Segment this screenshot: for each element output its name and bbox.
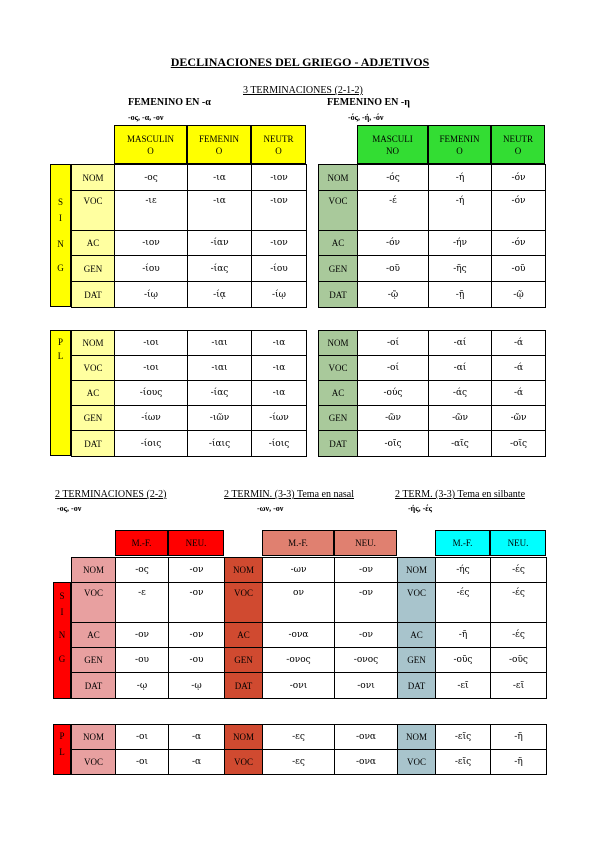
ending-cell: -οι [116,725,169,750]
ending-cell: -ῆ [436,623,491,648]
side-letter: S [59,591,65,601]
ending-cell: -άς [429,381,492,406]
ending-cell: -α [169,750,225,775]
a-header-mf: M.-F. [115,530,168,556]
case-label: VOC [72,750,116,775]
case-label: NOM [319,331,358,356]
ending-cell: -ές [491,583,547,623]
case-label: VOC [72,191,115,231]
case-label: AC [72,623,116,648]
ending-cell: -ίῳ [252,282,307,308]
ending-cell: -ῶν [358,406,429,431]
case-label: NOM [398,558,436,583]
ending-cell: -αῖς [429,431,492,457]
case-label: NOM [72,725,116,750]
two-term-b-subtitle: 2 TERMIN. (3-3) Tema en nasal [224,489,355,500]
ending-cell: -ίαις [188,431,252,457]
ending-cell: -οῖς [358,431,429,457]
two-term-b-endings: -ων, -ον [257,504,284,513]
a-header-neu: NEU. [168,530,224,556]
ending-cell: -ά [492,356,546,381]
ending-cell: -ές [491,623,547,648]
ending-cell: -ου [116,648,169,673]
side-letter: G [58,654,66,664]
ending-cell: -ον [169,583,225,623]
ending-cell: -ιοι [115,356,188,381]
ending-cell: -όν [492,191,546,231]
ending-cell: -εῖς [436,750,491,775]
side-letter: L [57,351,64,361]
two-term-a-endings: -ος, -ον [57,504,82,513]
case-label: AC [225,623,263,648]
case-label: VOC [225,750,263,775]
case-label: AC [319,381,358,406]
case-label: DAT [319,282,358,308]
case-label: NOM [225,558,263,583]
ending-cell: -όν [492,165,546,191]
case-label: NOM [398,725,436,750]
case-label: DAT [72,673,116,699]
ending-cell: -ίων [115,406,188,431]
side-letter: I [59,213,62,223]
case-label: NOM [225,725,263,750]
ending-cell: -ον [169,623,225,648]
ending-cell: -ῷ [358,282,429,308]
ending-cell: -οῦς [491,648,547,673]
case-label: AC [72,381,115,406]
right-header-masc: MASCULI NO [357,125,428,164]
ending-cell: -εῖ [436,673,491,699]
ending-cell: -ον [169,558,225,583]
ending-cell: -ῶν [429,406,492,431]
ending-cell: -ά [492,381,546,406]
ending-cell: -εῖς [436,725,491,750]
ending-cell: -ονα [335,725,398,750]
ending-cell: -ῆς [429,256,492,282]
ending-cell: -ιαι [188,356,252,381]
left-header-neut: NEUTR O [251,125,306,164]
left-endings: -ος, -α, -ον [128,113,164,122]
ending-cell: -οῦ [358,256,429,282]
left-plural-table [71,330,307,457]
ending-cell: -όν [358,231,429,256]
ending-cell: -ίου [115,256,188,282]
ending-cell: -ίᾳ [188,282,252,308]
left-singular-table [71,164,307,308]
ending-cell: -ια [188,165,252,191]
ending-cell: -ίαν [188,231,252,256]
case-label: AC [72,231,115,256]
case-label: VOC [319,191,358,231]
ending-cell: -α [169,725,225,750]
case-label: DAT [225,673,263,699]
plur-side-block [50,330,71,456]
case-label: AC [319,231,358,256]
two-term-a-subtitle: 2 TERMINACIONES (2-2) [55,489,167,500]
case-label: NOM [72,331,115,356]
case-label: GEN [225,648,263,673]
ending-cell: -ες [263,750,335,775]
side-letter: I [60,607,64,617]
ending-cell: -ῶν [492,406,546,431]
case-label: DAT [319,431,358,457]
ending-cell: -ιον [252,231,307,256]
side-letter: P [59,731,65,741]
c-header-mf: M.-F. [435,530,490,556]
right-singular-table [318,164,546,308]
two-term-singular-table [71,557,547,699]
ending-cell: -ον [335,583,398,623]
case-label: DAT [72,282,115,308]
ending-cell: -ήν [429,231,492,256]
three-term-subtitle: 3 TERMINACIONES (2-1-2) [243,85,363,96]
ending-cell: -ιε [115,191,188,231]
ending-cell: -οι [116,750,169,775]
right-header-fem: FEMENIN O [428,125,491,164]
ending-cell: -ιαι [188,331,252,356]
left-heading: FEMENINO EN -α [128,97,211,108]
ending-cell: -εῖ [491,673,547,699]
ending-cell: -ια [252,331,307,356]
ending-cell: -οῦ [492,256,546,282]
side-letter: P [57,337,63,347]
case-label: NOM [72,165,115,191]
ending-cell: -ονα [263,623,335,648]
side-letter: N [57,239,64,249]
sing-side-block [50,164,71,307]
ending-cell: -ές [491,558,547,583]
side-letter: G [57,263,64,273]
ending-cell: -ῆ [491,750,547,775]
ending-cell: -οί [358,356,429,381]
ending-cell: -ιον [252,165,307,191]
ending-cell: -ον [116,623,169,648]
ending-cell: -ος [115,165,188,191]
ending-cell: -ια [252,356,307,381]
case-label: VOC [398,750,436,775]
plur2-side-block [53,724,71,775]
ending-cell: -ονι [335,673,398,699]
case-label: GEN [319,406,358,431]
ending-cell: -ος [116,558,169,583]
case-label: NOM [319,165,358,191]
case-label: GEN [72,256,115,282]
two-term-c-endings: -ής, -ές [408,504,433,513]
right-endings: -ός, -ή, -όν [348,113,384,122]
ending-cell: -ίου [252,256,307,282]
ending-cell: -ῇ [429,282,492,308]
ending-cell: -ής [436,558,491,583]
right-header-neut: NEUTR O [491,125,545,164]
ending-cell: -ίας [188,256,252,282]
ending-cell: -ον [335,623,398,648]
ending-cell: -οί [358,331,429,356]
case-label: VOC [319,356,358,381]
ending-cell: -ονι [263,673,335,699]
case-label: NOM [72,558,116,583]
ending-cell: -ίας [188,381,252,406]
ending-cell: -ή [429,191,492,231]
ending-cell: -ῳ [116,673,169,699]
side-letter: L [59,747,65,757]
case-label: VOC [398,583,436,623]
ending-cell: -ου [169,648,225,673]
right-plural-table [318,330,546,457]
ending-cell: -ίοις [252,431,307,457]
ending-cell: -ονος [335,648,398,673]
left-header-fem: FEMENIN O [187,125,251,164]
case-label: AC [398,623,436,648]
b-header-mf: M.-F. [262,530,334,556]
ending-cell: -ός [358,165,429,191]
two-term-plural-table [71,724,547,775]
page-title: DECLINACIONES DEL GRIEGO - ADJETIVOS [170,55,430,69]
case-label: GEN [72,648,116,673]
sing2-side-block [53,582,71,699]
ending-cell: -αί [429,356,492,381]
ending-cell: -ίοις [115,431,188,457]
ending-cell: -ε [116,583,169,623]
ending-cell: -ια [188,191,252,231]
ending-cell: -έ [358,191,429,231]
case-label: GEN [398,648,436,673]
ending-cell: -ες [263,725,335,750]
ending-cell: -ιον [252,191,307,231]
left-header-masc: MASCULIN O [114,125,187,164]
right-heading: FEMENINO EN -η [327,97,410,108]
ending-cell: -ῳ [169,673,225,699]
ending-cell: -ων [263,558,335,583]
ending-cell: -ονος [263,648,335,673]
b-header-neu: NEU. [334,530,397,556]
ending-cell: -ιοι [115,331,188,356]
ending-cell: -ίῳ [115,282,188,308]
case-label: GEN [72,406,115,431]
ending-cell: -ούς [358,381,429,406]
ending-cell: -ονα [335,750,398,775]
ending-cell: -ῷ [492,282,546,308]
ending-cell: -ίων [252,406,307,431]
ending-cell: -όν [492,231,546,256]
ending-cell: -ιον [115,231,188,256]
case-label: DAT [72,431,115,457]
ending-cell: -ή [429,165,492,191]
ending-cell: -ιῶν [188,406,252,431]
ending-cell: -ές [436,583,491,623]
ending-cell: ον [263,583,335,623]
ending-cell: -αί [429,331,492,356]
ending-cell: -ον [335,558,398,583]
side-letter: S [57,197,63,207]
case-label: VOC [72,583,116,623]
ending-cell: -ά [492,331,546,356]
case-label: VOC [225,583,263,623]
ending-cell: -ια [252,381,307,406]
ending-cell: -ίους [115,381,188,406]
two-term-c-subtitle: 2 TERM. (3-3) Tema en silbante [395,489,526,500]
case-label: DAT [398,673,436,699]
ending-cell: -οῦς [436,648,491,673]
ending-cell: -ῆ [491,725,547,750]
side-letter: N [58,630,66,640]
case-label: VOC [72,356,115,381]
ending-cell: -οῖς [492,431,546,457]
case-label: GEN [319,256,358,282]
c-header-neu: NEU. [490,530,546,556]
